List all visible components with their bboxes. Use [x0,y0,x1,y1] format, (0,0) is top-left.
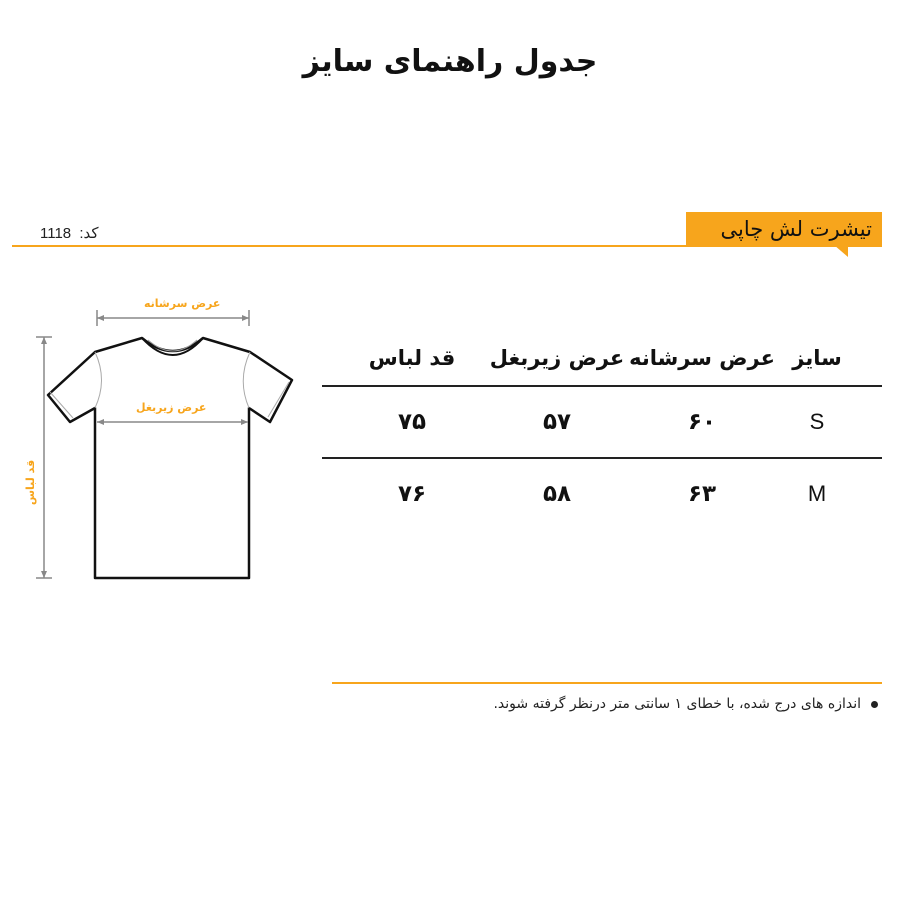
chest-width-label: عرض زیربغل [136,401,207,414]
row-chest: ۵۸ [542,481,572,507]
product-code [40,224,99,242]
row-size: M [807,481,827,506]
row-length: ۷۵ [397,409,427,435]
header-divider [12,245,882,247]
size-table [322,330,882,530]
row-chest: ۵۷ [542,409,572,435]
product-name-tab: تیشرت لش چاپی [686,212,882,246]
footer-divider [332,682,882,684]
product-code-label: کد: [79,225,99,242]
bullet-icon [871,701,878,708]
page-title: جدول راهنمای سایز [302,44,598,79]
tshirt-diagram [20,280,320,600]
table-header-row [322,330,882,386]
table-row [322,386,882,458]
length-label: قد لباس [24,459,38,506]
header-size: سایز [792,346,842,370]
table-divider [322,457,882,459]
header-length: قد لباس [368,346,456,370]
row-shoulder: ۶۰ [687,409,717,435]
tolerance-note-text: اندازه های درج شده، با خطای ۱ سانتی متر درنظر گرفته شوند. [493,696,861,712]
table-row [322,458,882,530]
row-shoulder: ۶۳ [687,481,717,507]
row-length: ۷۶ [397,481,427,507]
tshirt-outline-icon [20,280,320,600]
shoulder-width-label: عرض سرشانه [144,297,221,310]
tolerance-note [330,696,882,712]
row-size: S [809,409,825,434]
table-divider [322,385,882,387]
header-shoulder: عرض سرشانه [629,346,775,370]
header-chest: عرض زیربغل [489,346,625,370]
product-code-value: 1118 [40,225,72,242]
